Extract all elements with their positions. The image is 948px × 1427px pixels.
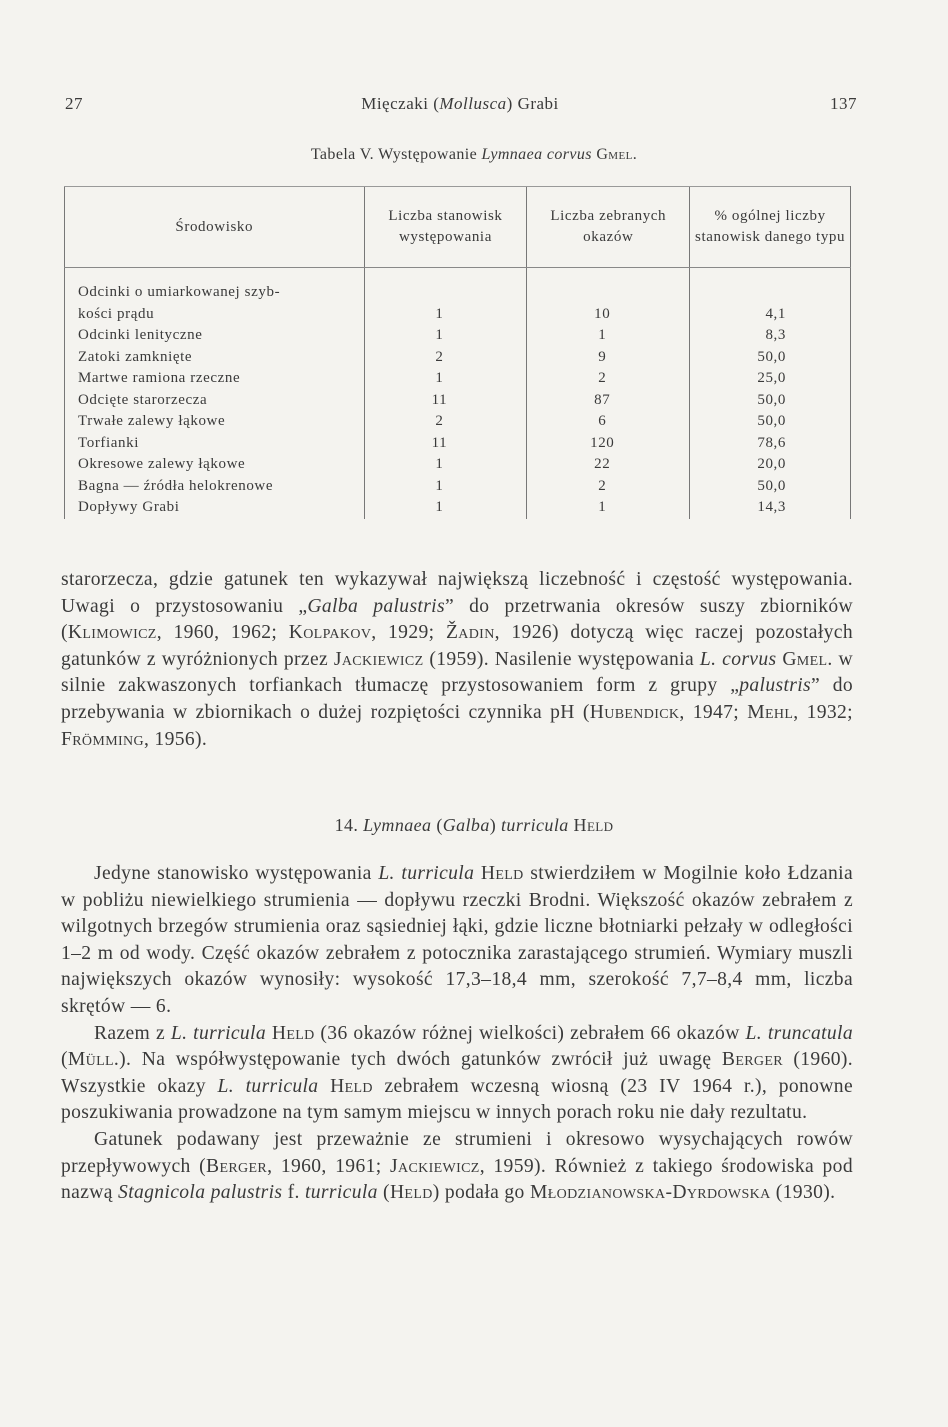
- species-name: L. turricula: [378, 863, 475, 884]
- cell-sites: 1: [364, 268, 527, 326]
- text-run: starorzecza, gdzie gatunek ten wykazywał największą liczebność i częstość występowania. Uwagi o przystosowaniu „: [61, 569, 853, 617]
- cell-percent: 8,3: [690, 325, 851, 347]
- page-number: 137: [830, 94, 857, 113]
- author-name: Held: [480, 863, 524, 884]
- author-name: Frömming: [61, 728, 144, 750]
- text-run: (: [377, 1182, 390, 1204]
- author-name: Held: [389, 1182, 433, 1204]
- author-name: Berger: [721, 1049, 783, 1071]
- text-run: , 1956).: [143, 728, 208, 750]
- author-name: Hubendick: [589, 701, 680, 723]
- table-row: [65, 390, 851, 412]
- species-name: L. corvus: [699, 648, 777, 670]
- cell-environment-line2: kości prądu: [78, 305, 155, 322]
- text-run: ” do przebywania w zbiornikach o dużej rozpiętości czynnika pH (: [61, 675, 853, 723]
- cell-percent: 50,0: [690, 390, 851, 412]
- author-name: Mehl: [747, 701, 794, 723]
- text-run: (36 okazów różnej wielkości) zebrałem 66 okazów: [314, 1022, 746, 1044]
- table-row: [65, 411, 851, 433]
- cell-environment: Odcięte starorzecza: [65, 390, 365, 412]
- caption-text: Tabela V. Występowanie: [310, 146, 482, 163]
- running-title-pre: Mięczaki (: [361, 94, 440, 113]
- cell-specimens: 87: [527, 390, 690, 412]
- author-name: Žadin: [445, 622, 495, 644]
- caption-species: Lymnaea corvus: [481, 146, 592, 163]
- text-run: , 1947;: [679, 701, 748, 723]
- cell-sites: 1: [364, 325, 527, 347]
- section-genus: Lymnaea: [363, 815, 432, 835]
- running-title: [65, 94, 855, 114]
- cell-percent: 50,0: [690, 476, 851, 498]
- author-name: Gmel.: [782, 648, 833, 670]
- species-name: L. turricula: [170, 1022, 267, 1044]
- text-run: , 1959). Również z takiego środowiska pod nazwą: [61, 1155, 853, 1204]
- species-name: L. truncatula: [745, 1022, 853, 1044]
- text-run: (1930).: [770, 1182, 836, 1204]
- occurrence-table: [64, 186, 851, 519]
- cell-specimens: 10: [527, 268, 690, 326]
- cell-environment: Bagna — źródła helokrenowe: [65, 476, 365, 498]
- paragraph: [61, 1127, 853, 1207]
- text-run: zebrałem wczesną wiosną (23 IV 1964 r.), ponowne poszukiwania prowadzone na tym samym miejscu w innych porach roku nie dały rezultatu.: [61, 1075, 853, 1124]
- cell-specimens: 2: [527, 476, 690, 498]
- table-row: [65, 368, 851, 390]
- species-name: Galba palustris: [307, 595, 445, 617]
- col-header-sites: Liczba stanowisk występowania: [364, 187, 527, 268]
- author-name: Held: [271, 1022, 315, 1044]
- species-name: Stagnicola palustris: [118, 1182, 283, 1204]
- cell-environment-line1: Odcinki o umiarkowanej szyb-: [78, 284, 281, 300]
- cell-sites: 1: [364, 476, 527, 498]
- section-number: 14.: [334, 815, 364, 835]
- cell-sites: 2: [364, 411, 527, 433]
- cell-specimens: 1: [527, 497, 690, 519]
- cell-percent: 50,0: [690, 411, 851, 433]
- species-name: L. turricula: [217, 1075, 319, 1097]
- author-name: Kolpakov: [288, 622, 372, 644]
- cell-sites: 11: [364, 433, 527, 455]
- cell-percent: 20,0: [690, 454, 851, 476]
- text-run: (1959). Nasilenie występowania: [423, 648, 700, 670]
- cell-environment: Martwe ramiona rzeczne: [65, 368, 365, 390]
- cell-specimens: 1: [527, 325, 690, 347]
- table-row: [65, 325, 851, 347]
- section-author: Held: [573, 815, 614, 835]
- text-run: Razem z: [94, 1022, 171, 1044]
- paragraph-discussion: [61, 567, 853, 753]
- table-row: [65, 497, 851, 519]
- text-run: , 1932;: [793, 701, 853, 723]
- cell-environment: Zatoki zamknięte: [65, 347, 365, 369]
- cell-environment: Torfianki: [65, 433, 365, 455]
- caption-author: Gmel.: [596, 146, 638, 163]
- text-run: . Na współwystępowanie tych dwóch gatunków zwrócił już uwagę: [126, 1049, 722, 1071]
- cell-sites: 1: [364, 454, 527, 476]
- table-row: [65, 347, 851, 369]
- cell-percent: 25,0: [690, 368, 851, 390]
- cell-percent: 50,0: [690, 347, 851, 369]
- paragraph: [61, 567, 853, 753]
- table-row: [65, 268, 851, 326]
- col-header-specimens: Liczba zebranych okazów: [527, 187, 690, 268]
- text-run: w silnie zakwaszonych torfiankach tłumaczę przystosowaniem form z grupy „: [61, 648, 853, 697]
- text-run: f.: [282, 1182, 305, 1204]
- section-subgenus: Galba: [442, 815, 490, 835]
- col-header-percent: % ogólnej liczby stanowisk danego typu: [690, 187, 851, 268]
- cell-environment: Odcinki lenityczne: [65, 325, 365, 347]
- cell-percent: 14,3: [690, 497, 851, 519]
- cell-percent: 78,6: [690, 433, 851, 455]
- text-run: (1960). Wszystkie okazy: [61, 1049, 853, 1097]
- text-run: Gatunek podawany jest przeważnie ze strumieni i okresowo wysychających rowów przepływowych (: [61, 1128, 853, 1177]
- section-body: [61, 861, 853, 1207]
- table-caption: [0, 146, 948, 164]
- cell-specimens: 120: [527, 433, 690, 455]
- cell-percent: 4,1: [690, 268, 851, 326]
- text-run: , 1960, 1961;: [267, 1155, 391, 1177]
- author-name: Klimowicz: [67, 622, 157, 644]
- table-header-row: [65, 187, 851, 268]
- table-row: [65, 433, 851, 455]
- section-punct: ): [489, 815, 502, 835]
- cell-environment: Okresowe zalewy łąkowe: [65, 454, 365, 476]
- cell-specimens: 22: [527, 454, 690, 476]
- text-run: Jedyne stanowisko występowania: [94, 863, 379, 884]
- chapter-number: 27: [65, 94, 83, 113]
- running-title-post: ) Grabi: [506, 94, 559, 113]
- section-heading: [0, 815, 948, 836]
- species-name: turricula: [304, 1182, 378, 1204]
- cell-sites: 1: [364, 368, 527, 390]
- text-run: stwierdziłem w Mogilnie koło Łdzania w pobliżu niewielkiego strumienia — dopływu rzeczki Brodni. Większość okazów zebrałem z wilgotnych brzegów strumienia oraz sąsiedniej łąki, gdzie liczne błotniarki pełzały w odległości 1–2 m od wody. Część okazów zebrałem z potocznika zarastającego strumień. Wymiary muszli największych okazów wynosiły: wysokość 17,3–18,4 mm, szerokość 7,7–8,4 mm, liczba skrętów — 6.: [61, 863, 853, 1017]
- text-run: , 1926) dotyczą więc raczej pozostałych gatunków z wyróżnionych przez: [61, 622, 853, 670]
- species-name: palustris: [739, 675, 811, 697]
- cell-specimens: 9: [527, 347, 690, 369]
- section-punct: (: [431, 815, 443, 835]
- cell-environment: [65, 268, 365, 326]
- cell-sites: 2: [364, 347, 527, 369]
- author-name: Jackiewicz: [333, 648, 424, 670]
- cell-environment: Trwałe zalewy łąkowe: [65, 411, 365, 433]
- cell-sites: 1: [364, 497, 527, 519]
- author-name: Berger: [206, 1155, 268, 1177]
- cell-environment: Dopływy Grabi: [65, 497, 365, 519]
- table-row: [65, 454, 851, 476]
- cell-specimens: 2: [527, 368, 690, 390]
- cell-specimens: 6: [527, 411, 690, 433]
- paragraph: [61, 1021, 853, 1127]
- col-header-environment: Środowisko: [65, 187, 365, 268]
- author-name: Held: [330, 1075, 373, 1097]
- author-name: (Müll.): [61, 1049, 127, 1071]
- section-species: turricula: [501, 815, 569, 835]
- text-run: , 1929;: [371, 622, 446, 644]
- paragraph: [61, 861, 853, 1021]
- author-name: Jackiewicz: [390, 1155, 480, 1177]
- author-name: Młodzianowska-Dyrdowska: [529, 1182, 771, 1204]
- text-run: , 1960, 1962;: [156, 622, 289, 644]
- table-row: [65, 476, 851, 498]
- text-run: ) podała go: [432, 1182, 530, 1204]
- cell-sites: 11: [364, 390, 527, 412]
- running-title-italic: Mollusca: [439, 94, 507, 113]
- text-run: ” do przetrwania okresów suszy zbiorników (: [61, 595, 853, 644]
